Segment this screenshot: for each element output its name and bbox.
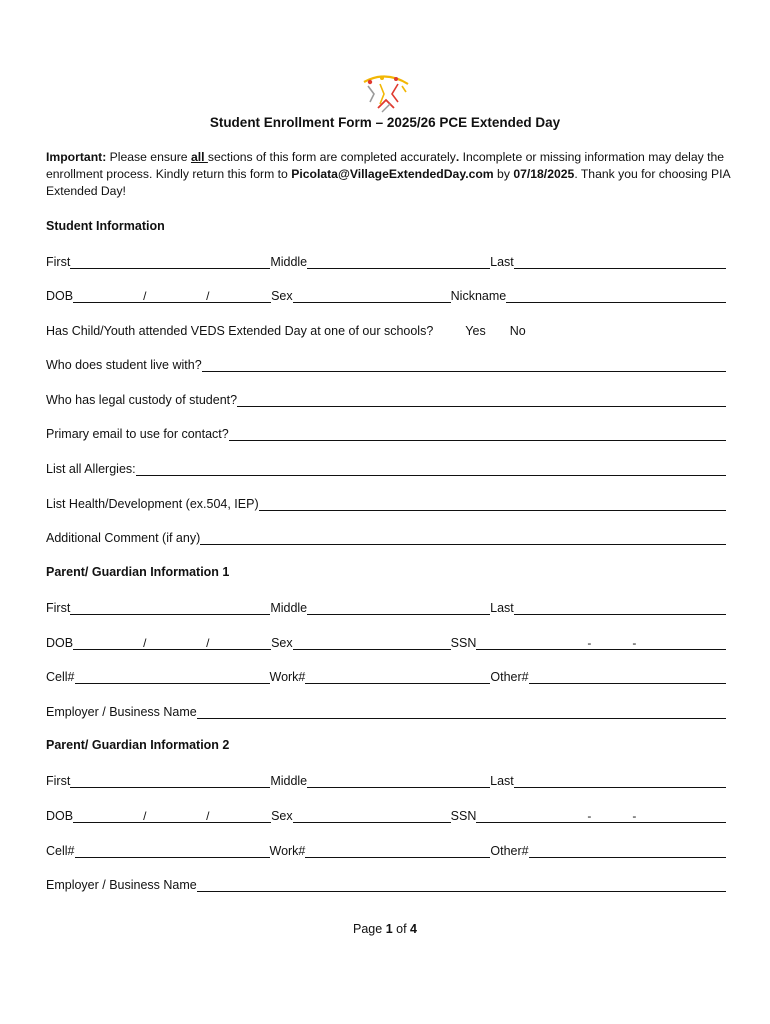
- intro-text: by: [493, 167, 514, 181]
- last-label: Last: [490, 255, 514, 269]
- page-number: [0, 922, 770, 936]
- student-dob-row: [46, 287, 726, 303]
- custody-field[interactable]: [237, 393, 726, 407]
- dob-label: DOB: [46, 289, 74, 303]
- date-slash: /: [143, 289, 147, 303]
- custody-row: [46, 391, 726, 407]
- ssn-dash: -: [632, 636, 637, 650]
- parent1-dob-row: [46, 634, 726, 650]
- intro-period: .: [455, 150, 460, 164]
- lives-with-field[interactable]: [202, 358, 726, 372]
- email-row: [46, 425, 726, 441]
- parent2-dob-row: [46, 807, 726, 823]
- ssn-dash: -: [587, 636, 592, 650]
- parent1-employer-row: [46, 703, 726, 719]
- dob-label: DOB: [46, 809, 74, 823]
- parent2-dob-field[interactable]: [73, 809, 271, 823]
- parent2-employer-field[interactable]: [197, 878, 726, 892]
- parent1-ssn-field[interactable]: [476, 636, 726, 650]
- cell-label: Cell#: [46, 670, 75, 684]
- parent2-cell-field[interactable]: [75, 844, 270, 858]
- allergies-row: [46, 460, 726, 476]
- ssn-dash: -: [587, 809, 592, 823]
- parent2-last-field[interactable]: [514, 774, 726, 788]
- ssn-label: SSN: [450, 636, 477, 650]
- other-label: Other#: [490, 670, 529, 684]
- page-label: Page: [353, 922, 386, 936]
- email-label: Primary email to use for contact?: [46, 427, 229, 441]
- cell-label: Cell#: [46, 844, 75, 858]
- student-sex-field[interactable]: [293, 289, 451, 303]
- parent2-heading: Parent/ Guardian Information 2: [46, 738, 230, 752]
- allergies-label: List all Allergies:: [46, 462, 136, 476]
- attended-row: [46, 322, 726, 338]
- no-option[interactable]: No: [509, 324, 526, 338]
- parent2-first-field[interactable]: [70, 774, 270, 788]
- sex-label: Sex: [271, 809, 293, 823]
- student-first-field[interactable]: [70, 255, 270, 269]
- parent1-last-field[interactable]: [514, 601, 726, 615]
- student-last-field[interactable]: [514, 255, 726, 269]
- ssn-dash: -: [632, 809, 637, 823]
- all-emphasis: all: [190, 150, 208, 164]
- current-page: 1: [385, 922, 393, 936]
- email-field[interactable]: [229, 427, 726, 441]
- date-slash: /: [206, 636, 210, 650]
- important-label: Important:: [46, 150, 107, 164]
- student-middle-field[interactable]: [307, 255, 490, 269]
- employer-label: Employer / Business Name: [46, 705, 197, 719]
- health-field[interactable]: [259, 497, 726, 511]
- parent1-first-field[interactable]: [70, 601, 270, 615]
- sex-label: Sex: [271, 636, 293, 650]
- parent1-work-field[interactable]: [305, 670, 490, 684]
- total-pages: 4: [410, 922, 417, 936]
- lives-with-label: Who does student live with?: [46, 358, 202, 372]
- due-date: 07/18/2025: [513, 167, 575, 181]
- health-label: List Health/Development (ex.504, IEP): [46, 497, 259, 511]
- student-dob-field[interactable]: [73, 289, 271, 303]
- intro-paragraph: [46, 149, 730, 200]
- parent2-sex-field[interactable]: [293, 809, 451, 823]
- health-row: [46, 495, 726, 511]
- custody-label: Who has legal custody of student?: [46, 393, 238, 407]
- attended-question: Has Child/Youth attended VEDS Extended Day at one of our schools?: [46, 324, 434, 338]
- ssn-label: SSN: [450, 809, 477, 823]
- of-label: of: [392, 922, 411, 936]
- work-label: Work#: [269, 670, 306, 684]
- parent1-cell-field[interactable]: [75, 670, 270, 684]
- sex-label: Sex: [271, 289, 293, 303]
- student-nickname-field[interactable]: [506, 289, 726, 303]
- student-info-heading: Student Information: [46, 219, 165, 233]
- parent2-other-field[interactable]: [529, 844, 726, 858]
- intro-text: sections of this form are completed accurately: [207, 150, 456, 164]
- intro-text: Please ensure: [106, 150, 191, 164]
- first-label: First: [46, 774, 71, 788]
- work-label: Work#: [269, 844, 306, 858]
- parent2-employer-row: [46, 876, 726, 892]
- first-label: First: [46, 255, 71, 269]
- other-label: Other#: [490, 844, 529, 858]
- nickname-label: Nickname: [450, 289, 507, 303]
- parent2-middle-field[interactable]: [307, 774, 490, 788]
- middle-label: Middle: [270, 774, 308, 788]
- comment-field[interactable]: [200, 531, 726, 545]
- middle-label: Middle: [270, 601, 308, 615]
- comment-label: Additional Comment (if any): [46, 531, 201, 545]
- student-name-row: [46, 253, 726, 269]
- lives-with-row: [46, 356, 726, 372]
- parent1-name-row: [46, 599, 726, 615]
- middle-label: Middle: [270, 255, 308, 269]
- comment-row: [46, 529, 726, 545]
- parent1-phone-row: [46, 668, 726, 684]
- date-slash: /: [206, 809, 210, 823]
- parent2-ssn-field[interactable]: [476, 809, 726, 823]
- parent1-dob-field[interactable]: [73, 636, 271, 650]
- date-slash: /: [143, 636, 147, 650]
- parent2-phone-row: [46, 842, 726, 858]
- parent1-middle-field[interactable]: [307, 601, 490, 615]
- parent1-heading: Parent/ Guardian Information 1: [46, 565, 230, 579]
- parent1-other-field[interactable]: [529, 670, 726, 684]
- last-label: Last: [490, 601, 514, 615]
- first-label: First: [46, 601, 71, 615]
- yes-option[interactable]: Yes: [465, 324, 486, 338]
- intro-text: Incomplete or missing information may delay the enrollment process. Kindly return this form to: [46, 150, 725, 181]
- last-label: Last: [490, 774, 514, 788]
- date-slash: /: [206, 289, 210, 303]
- form-title: Student Enrollment Form – 2025/26 PCE Extended Day: [209, 115, 561, 130]
- dob-label: DOB: [46, 636, 74, 650]
- parent2-work-field[interactable]: [305, 844, 490, 858]
- date-slash: /: [143, 809, 147, 823]
- employer-label: Employer / Business Name: [46, 878, 197, 892]
- return-email: Picolata@VillageExtendedDay.com: [291, 167, 494, 181]
- allergies-field[interactable]: [136, 462, 726, 476]
- parent1-sex-field[interactable]: [293, 636, 451, 650]
- logo: [358, 72, 414, 114]
- parent1-employer-field[interactable]: [197, 705, 726, 719]
- parent2-name-row: [46, 772, 726, 788]
- intro-text: . Thank you for choosing PIA Extended Day!: [46, 167, 730, 198]
